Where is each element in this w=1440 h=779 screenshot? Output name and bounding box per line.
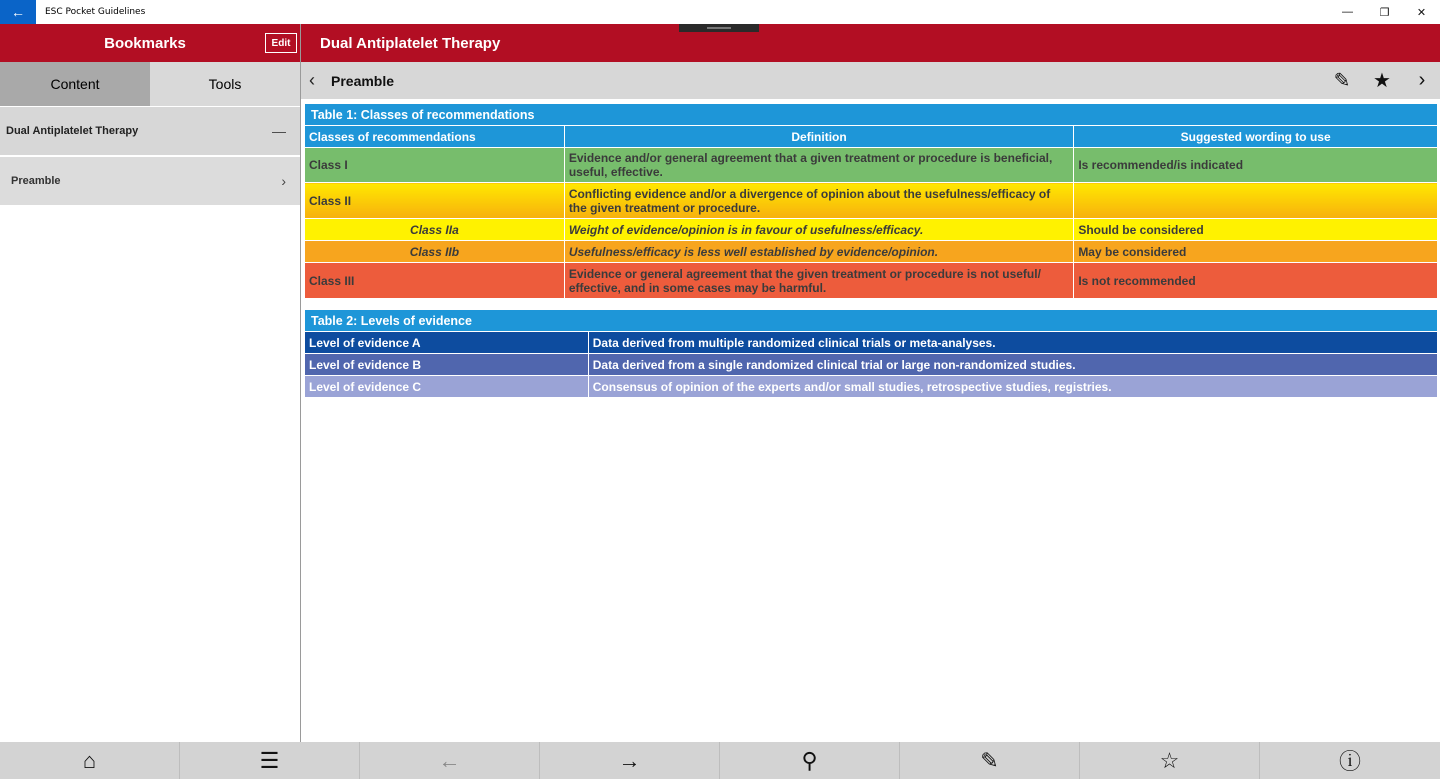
- bottom-app-bar: [0, 742, 1440, 779]
- sidebar-item-dual-antiplatelet-therapy[interactable]: [0, 107, 300, 155]
- back-arrow-icon[interactable]: ←: [0, 0, 36, 24]
- wording-cell: Is recommended/is indicated: [1074, 148, 1438, 183]
- arrow-right-icon[interactable]: →: [540, 742, 720, 779]
- wording-cell: May be considered: [1074, 241, 1438, 263]
- classes-of-recommendations-table: [304, 103, 1438, 299]
- drag-handle[interactable]: [679, 24, 759, 32]
- panel-divider[interactable]: [300, 24, 301, 742]
- window-titlebar: [0, 0, 1440, 24]
- description-cell: Data derived from a single randomized clinical trial or large non-randomized studies.: [588, 354, 1437, 376]
- table-row: [305, 241, 1438, 263]
- restore-button[interactable]: ❐: [1379, 6, 1390, 19]
- minimize-button[interactable]: —: [1342, 6, 1353, 18]
- definition-cell: Evidence and/or general agreement that a given treatment or procedure is beneficial, useful, effective.: [564, 148, 1074, 183]
- definition-cell: Evidence or general agreement that the given treatment or procedure is not useful/ effective, and in some cases may be harmful.: [564, 263, 1074, 299]
- chevron-right-icon: ›: [281, 173, 286, 189]
- sidebar-title: Bookmarks: [104, 35, 186, 52]
- column-header: Definition: [564, 126, 1074, 148]
- class-cell: Class IIa: [305, 219, 565, 241]
- window-controls: [1329, 0, 1440, 24]
- table-row: [305, 263, 1438, 299]
- wording-cell: Is not recommended: [1074, 263, 1438, 299]
- table-caption: Table 1: Classes of recommendations: [305, 104, 1438, 126]
- definition-cell: Conflicting evidence and/or a divergence of opinion about the usefulness/efficacy of the given treatment or procedure.: [564, 183, 1074, 219]
- breadcrumb-actions: [1330, 68, 1434, 92]
- table-header-row: [305, 126, 1438, 148]
- level-cell: Level of evidence B: [305, 354, 589, 376]
- class-cell: Class II: [305, 183, 565, 219]
- class-cell: Class III: [305, 263, 565, 299]
- sidebar-item-preamble[interactable]: [0, 157, 300, 205]
- arrow-left-icon[interactable]: ←: [360, 742, 540, 779]
- wording-cell: Should be considered: [1074, 219, 1438, 241]
- pencil-icon[interactable]: ✎: [900, 742, 1080, 779]
- chevron-right-icon[interactable]: ›: [1418, 68, 1426, 91]
- class-cell: Class I: [305, 148, 565, 183]
- description-cell: Data derived from multiple randomized clinical trials or meta-analyses.: [588, 332, 1437, 354]
- search-icon[interactable]: ⚲: [720, 742, 900, 779]
- star-outline-icon[interactable]: ☆: [1080, 742, 1260, 779]
- description-cell: Consensus of opinion of the experts and/or small studies, retrospective studies, registries.: [588, 376, 1437, 398]
- sidebar-tabs: [0, 62, 300, 106]
- table-caption: Table 2: Levels of evidence: [305, 310, 1438, 332]
- levels-of-evidence-table: [304, 309, 1438, 398]
- sidebar-item-label: Dual Antiplatelet Therapy: [6, 125, 139, 137]
- tab-tools[interactable]: Tools: [150, 62, 300, 106]
- window-title: ESC Pocket Guidelines: [45, 7, 146, 17]
- page-title: Dual Antiplatelet Therapy: [320, 35, 501, 52]
- sidebar-header: [0, 24, 300, 62]
- main-header: [301, 24, 1440, 62]
- table-row: [305, 219, 1438, 241]
- definition-cell: Usefulness/efficacy is less well established by evidence/opinion.: [564, 241, 1074, 263]
- column-header: Suggested wording to use: [1074, 126, 1438, 148]
- table-row: [305, 148, 1438, 183]
- chevron-left-icon[interactable]: ‹: [309, 70, 315, 90]
- pencil-icon[interactable]: ✎: [1333, 69, 1351, 92]
- home-icon[interactable]: ⌂: [0, 742, 180, 779]
- sidebar-item-label: Preamble: [11, 175, 61, 187]
- star-icon[interactable]: ★: [1373, 69, 1391, 92]
- collapse-icon[interactable]: —: [272, 123, 286, 139]
- table-row: [305, 376, 1438, 398]
- class-cell: Class IIb: [305, 241, 565, 263]
- table-row: [305, 354, 1438, 376]
- level-cell: Level of evidence A: [305, 332, 589, 354]
- column-header: Classes of recommendations: [305, 126, 565, 148]
- edit-button[interactable]: Edit: [265, 33, 297, 53]
- table-row: [305, 183, 1438, 219]
- table-row: [305, 332, 1438, 354]
- definition-cell: Weight of evidence/opinion is in favour of usefulness/efficacy.: [564, 219, 1074, 241]
- breadcrumb: [301, 62, 1440, 99]
- level-cell: Level of evidence C: [305, 376, 589, 398]
- tab-content[interactable]: Content: [0, 62, 150, 106]
- wording-cell: [1074, 183, 1438, 219]
- info-icon[interactable]: ⓘ: [1338, 749, 1361, 774]
- list-icon[interactable]: ☰: [180, 742, 360, 779]
- breadcrumb-label: Preamble: [331, 73, 395, 89]
- close-button[interactable]: ✕: [1416, 6, 1427, 19]
